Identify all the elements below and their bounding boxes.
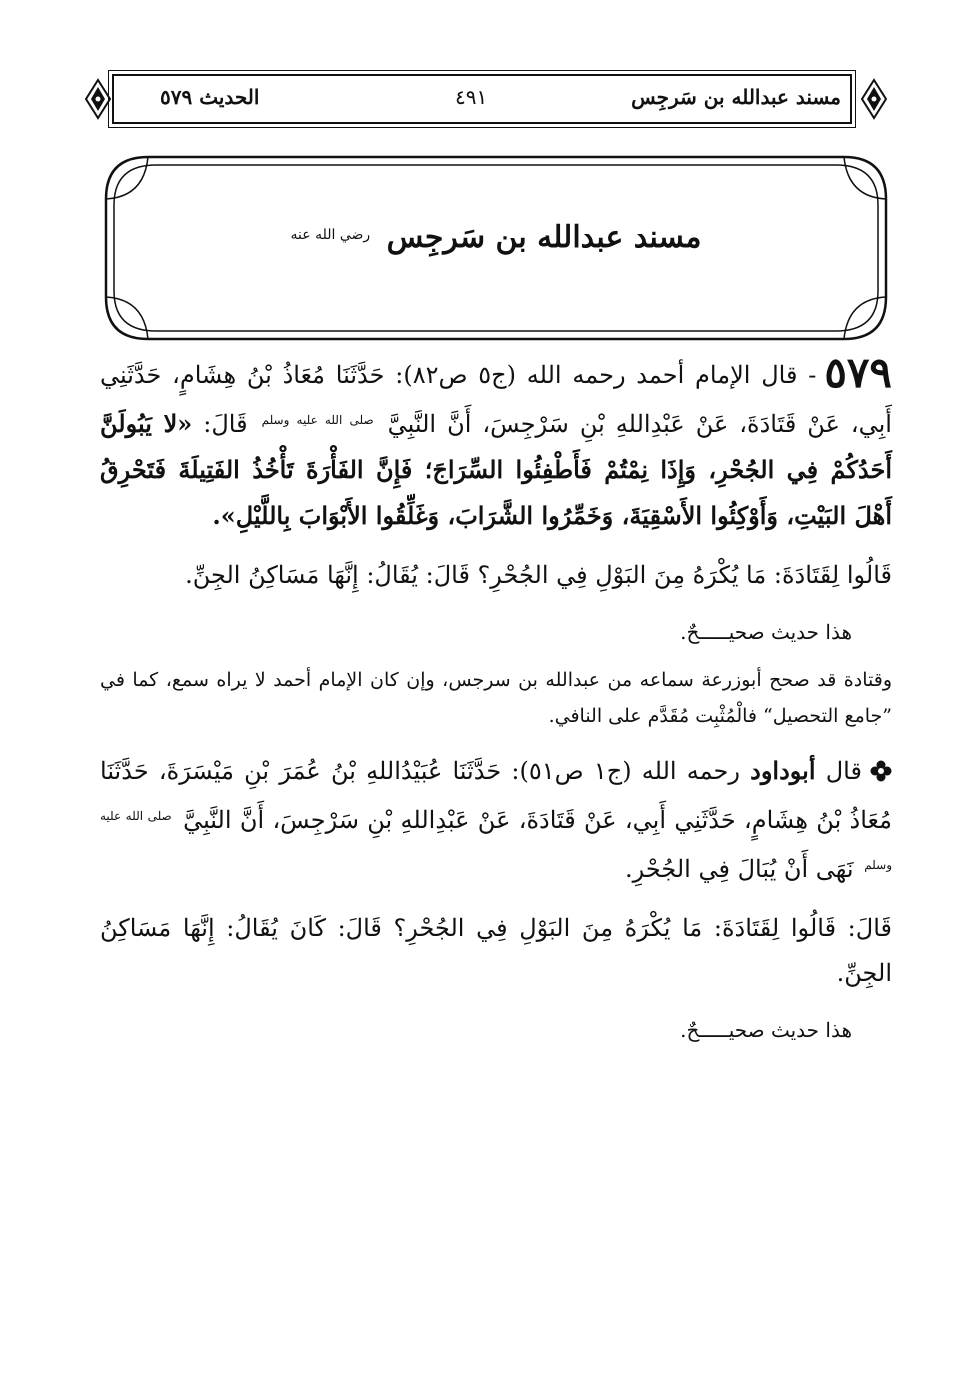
page-body xyxy=(100,350,892,1060)
hadith-qala: قَالَ: xyxy=(203,410,248,438)
hadith-matn: «لا يَبُولَنَّ أَحَدُكُمْ فِي الجُحْرِ، وَإِذَا نِمْتُمْ فَأَطْفِئُوا السِّرَاجَ؛ فَإِنَّ الفَأْرَةَ تَأْخُذُ الفَتِيلَةَ فَتَحْرِقُ أَهْلَ البَيْتِ، وَأَوْكِئُوا الأَسْقِيَةَ، وَخَمِّرُوا الشَّرَابَ، وَغَلِّقُوا الأَبْوَابَ بِاللَّيْلِ». xyxy=(100,409,892,530)
running-header-title: مسند عبدالله بن سَرجِس xyxy=(631,85,841,109)
hadith-paragraph xyxy=(100,350,892,539)
hadith-isnad: - قال الإمام أحمد رحمه الله (ج٥ ص٨٢): حَدَّثَنَا مُعَاذُ بْنُ هِشَامٍ، حَدَّثَنِي أَبِي، عَنْ قَتَادَةَ، عَنْ عَبْدِاللهِ بْنِ سَرْجِسَ، أَنَّ النَّبِيَّ xyxy=(100,361,892,438)
hadith-note: وقتادة قد صحح أبوزرعة سماعه من عبدالله بن سرجس، وإن كان الإمام أحمد لا يراه سمع، كما في ”جامع التحصيل“ فالْمُثْبِت مُقَدَّم على النافي. xyxy=(100,669,892,727)
second-followup: قَالَ: قَالُوا لِقَتَادَةَ: مَا يُكْرَهُ مِنَ البَوْلِ فِي الجُحْرِ؟ قَالَ: كَانَ يُقَالُ: إِنَّهَا مَسَاكِنُ الجِنِّ. xyxy=(100,914,892,987)
page-number: ٤٩١ xyxy=(455,85,488,109)
running-header-hadith-number: الحديث ٥٧٩ xyxy=(160,85,260,109)
header-ornament-left xyxy=(84,78,112,120)
salutation-glyph: صلى الله عليه وسلم xyxy=(100,809,892,872)
second-intro-start: قال xyxy=(825,757,862,785)
honorific-glyph: رضي الله عنه xyxy=(290,227,371,243)
hadith-number: ٥٧٩ xyxy=(824,348,892,397)
second-narration-paragraph xyxy=(100,748,892,892)
header-ornament-right xyxy=(860,78,888,120)
second-isnad: رحمه الله (ج١ ص٥١): حَدَّثَنَا عُبَيْدُاللهِ بْنُ عُمَرَ بْنِ مَيْسَرَةَ، حَدَّثَنَا مُعَاذُ بْنُ هِشَامٍ، حَدَّثَنِي أَبِي، عَنْ قَتَادَةَ، عَنْ عَبْدِاللهِ بْنِ سَرْجِسَ، أَنَّ النَّبِيَّ xyxy=(100,757,892,834)
section-title-text: مسند عبدالله بن سَرجِس xyxy=(386,220,702,255)
flower-bullet-icon xyxy=(870,760,892,782)
hadith-followup: قَالُوا لِقَتَادَةَ: مَا يُكْرَهُ مِنَ البَوْلِ فِي الجُحْرِ؟ قَالَ: يُقَالُ: إِنَّهَا مَسَاكِنُ الجِنِّ. xyxy=(185,561,892,589)
section-title xyxy=(104,220,888,255)
second-matn: نَهَى أَنْ يُبَالَ فِي الجُحْرِ. xyxy=(625,855,854,883)
second-verdict: هذا حديث صحيـــــحٌ. xyxy=(680,1018,852,1042)
second-narrator: أبوداود xyxy=(750,756,816,785)
salutation-glyph: صلى الله عليه وسلم xyxy=(261,413,374,427)
hadith-verdict: هذا حديث صحيـــــحٌ. xyxy=(680,620,852,644)
